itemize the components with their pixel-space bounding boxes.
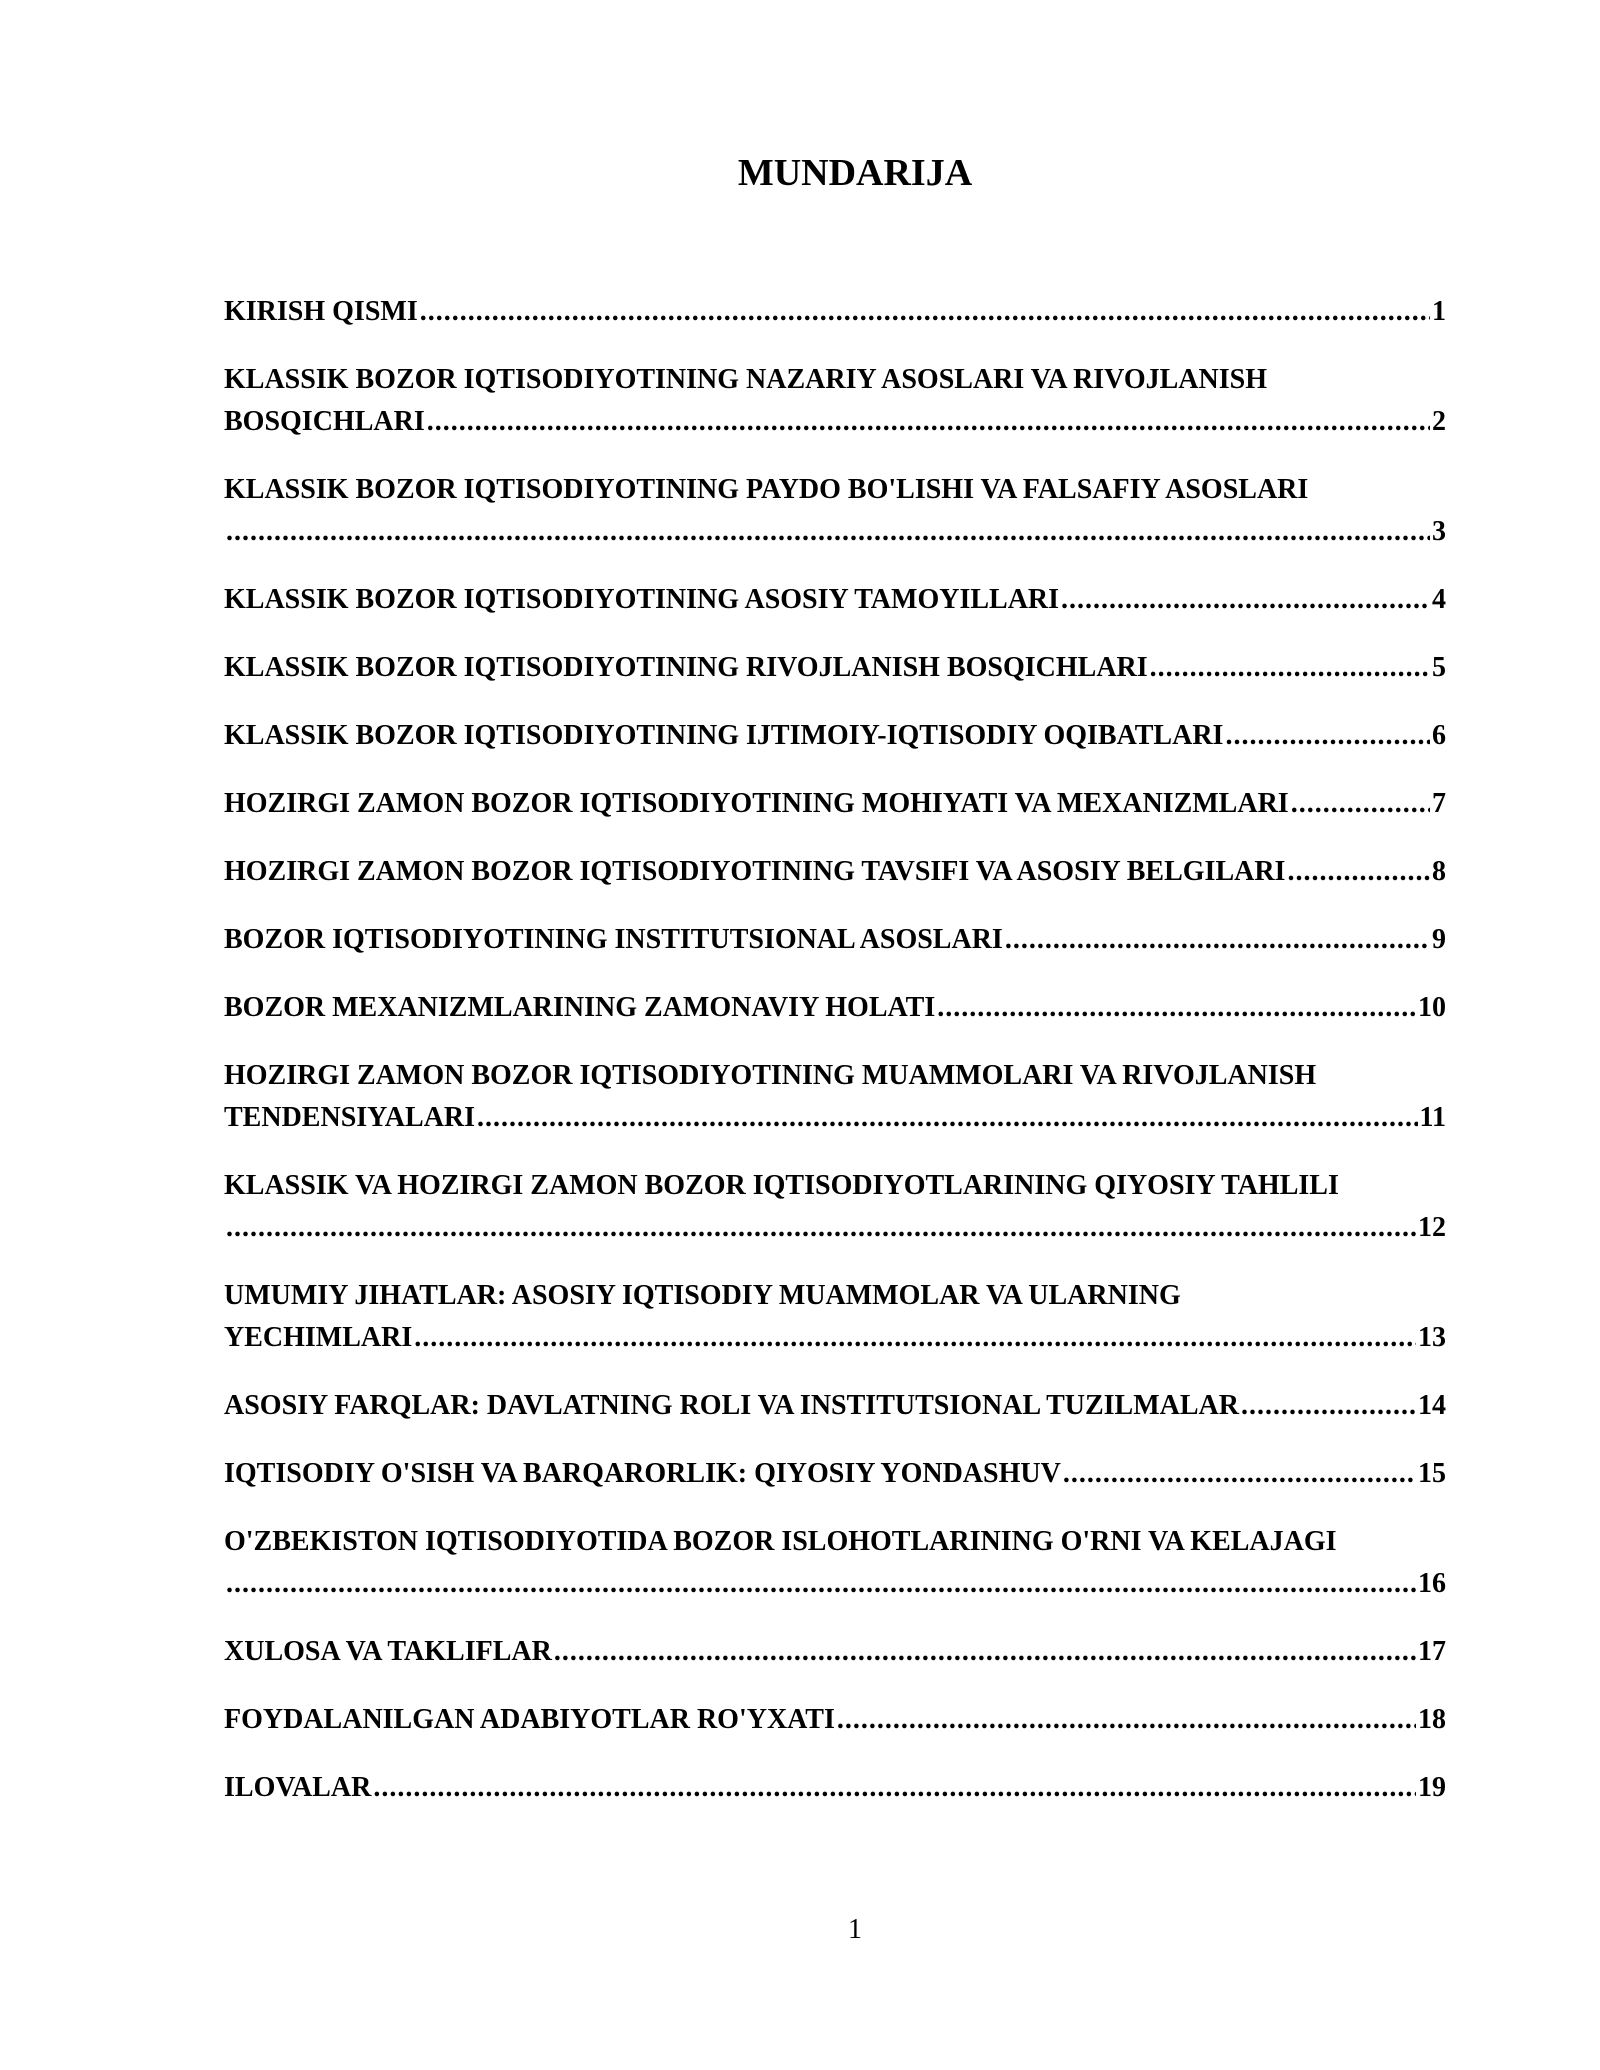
toc-entry-title-first-line: UMUMIY JIHATLAR: ASOSIY IQTISODIY MUAMMOLAR VA ULARNING <box>224 1280 1181 1311</box>
dot-leader <box>1225 715 1430 757</box>
toc-entry-leader-row <box>224 401 1446 443</box>
toc-entry-title: BOSQICHLARI <box>224 401 427 443</box>
toc-entry-leader-row <box>224 1453 1446 1495</box>
toc-entry[interactable] <box>224 647 1446 689</box>
dot-leader <box>1291 783 1430 825</box>
toc-entry-title: BOZOR IQTISODIYOTINING INSTITUTSIONAL ASOSLARI <box>224 919 1005 961</box>
toc-entry-title: KIRISH QISMI <box>224 291 420 333</box>
toc-entry[interactable] <box>224 1631 1446 1673</box>
toc-entry-title: XULOSA VA TAKLIFLAR <box>224 1631 554 1673</box>
dot-leader <box>1005 919 1430 961</box>
toc-entry-page-number: 8 <box>1432 856 1446 887</box>
dot-leader <box>226 1563 1416 1605</box>
toc-entry-leader-row <box>224 1699 1446 1741</box>
dot-leader <box>420 291 1430 333</box>
toc-entry-leader-row <box>224 987 1446 1029</box>
toc-entry[interactable] <box>224 1521 1446 1605</box>
toc-entry-title-first-line: KLASSIK BOZOR IQTISODIYOTINING PAYDO BO'LISHI VA FALSAFIY ASOSLARI <box>224 474 1309 505</box>
toc-entry-leader-row <box>224 647 1446 689</box>
dot-leader <box>373 1767 1416 1809</box>
dot-leader <box>837 1699 1416 1741</box>
toc-entry-leader-row <box>224 1563 1446 1605</box>
toc-entry-title: KLASSIK BOZOR IQTISODIYOTINING ASOSIY TAMOYILLARI <box>224 579 1061 621</box>
toc-entry-leader-row <box>224 291 1446 333</box>
table-of-contents <box>224 291 1446 1835</box>
toc-entry-page-number: 17 <box>1418 1636 1446 1667</box>
toc-entry-leader-row <box>224 1631 1446 1673</box>
toc-entry-leader-row <box>224 511 1446 553</box>
toc-entry-page-number: 3 <box>1432 516 1446 547</box>
dot-leader <box>1150 647 1430 689</box>
toc-entry-title: ASOSIY FARQLAR: DAVLATNING ROLI VA INSTITUTSIONAL TUZILMALAR <box>224 1385 1241 1427</box>
dot-leader <box>226 1207 1416 1249</box>
toc-entry-leader-row <box>224 1767 1446 1809</box>
toc-entry-leader-row <box>224 919 1446 961</box>
dot-leader <box>427 401 1430 443</box>
dot-leader <box>1063 1453 1416 1495</box>
toc-entry-title-first-line: KLASSIK BOZOR IQTISODIYOTINING NAZARIY ASOSLARI VA RIVOJLANISH <box>224 364 1267 395</box>
toc-entry-page-number: 18 <box>1418 1704 1446 1735</box>
toc-entry[interactable] <box>224 291 1446 333</box>
toc-entry-title: FOYDALANILGAN ADABIYOTLAR RO'YXATI <box>224 1699 837 1741</box>
toc-entry-page-number: 16 <box>1418 1568 1446 1599</box>
toc-entry-title: ILOVALAR <box>224 1767 373 1809</box>
page-title: MUNDARIJA <box>737 152 973 194</box>
dot-leader <box>1061 579 1430 621</box>
page-number: 1 <box>848 1914 862 1945</box>
toc-entry-title-first-line: KLASSIK VA HOZIRGI ZAMON BOZOR IQTISODIYOTLARINING QIYOSIY TAHLILI <box>224 1170 1339 1201</box>
toc-entry-leader-row <box>224 851 1446 893</box>
toc-entry-page-number: 2 <box>1432 406 1446 437</box>
dot-leader <box>554 1631 1416 1673</box>
toc-entry[interactable] <box>224 851 1446 893</box>
toc-entry[interactable] <box>224 579 1446 621</box>
toc-entry[interactable] <box>224 1385 1446 1427</box>
toc-entry-page-number: 7 <box>1432 788 1446 819</box>
toc-entry[interactable] <box>224 1055 1446 1139</box>
toc-entry-page-number: 12 <box>1418 1212 1446 1243</box>
toc-entry[interactable] <box>224 1699 1446 1741</box>
toc-entry-leader-row <box>224 1385 1446 1427</box>
toc-entry[interactable] <box>224 469 1446 553</box>
toc-entry-page-number: 1 <box>1432 296 1446 327</box>
toc-entry[interactable] <box>224 1767 1446 1809</box>
toc-entry-page-number: 4 <box>1432 584 1446 615</box>
toc-entry-page-number: 9 <box>1432 924 1446 955</box>
toc-entry-title-first-line: HOZIRGI ZAMON BOZOR IQTISODIYOTINING MUAMMOLARI VA RIVOJLANISH <box>224 1060 1317 1091</box>
toc-entry[interactable] <box>224 919 1446 961</box>
dot-leader <box>226 511 1430 553</box>
toc-entry[interactable] <box>224 783 1446 825</box>
toc-entry[interactable] <box>224 1165 1446 1249</box>
toc-entry-title: KLASSIK BOZOR IQTISODIYOTINING RIVOJLANISH BOSQICHLARI <box>224 647 1150 689</box>
toc-entry-page-number: 15 <box>1418 1458 1446 1489</box>
toc-entry-leader-row <box>224 715 1446 757</box>
toc-entry-title: HOZIRGI ZAMON BOZOR IQTISODIYOTINING TAVSIFI VA ASOSIY BELGILARI <box>224 851 1287 893</box>
toc-entry-page-number: 19 <box>1418 1772 1446 1803</box>
dot-leader <box>477 1097 1417 1139</box>
toc-entry-page-number: 11 <box>1419 1102 1446 1133</box>
dot-leader <box>937 987 1416 1029</box>
toc-entry-leader-row <box>224 1207 1446 1249</box>
toc-entry-page-number: 6 <box>1432 720 1446 751</box>
toc-entry[interactable] <box>224 715 1446 757</box>
dot-leader <box>1241 1385 1416 1427</box>
toc-entry-leader-row <box>224 1317 1446 1359</box>
toc-entry-title: HOZIRGI ZAMON BOZOR IQTISODIYOTINING MOHIYATI VA MEXANIZMLARI <box>224 783 1291 825</box>
toc-entry-leader-row <box>224 1097 1446 1139</box>
toc-entry-page-number: 13 <box>1418 1322 1446 1353</box>
toc-entry[interactable] <box>224 1275 1446 1359</box>
toc-entry-title-first-line: O'ZBEKISTON IQTISODIYOTIDA BOZOR ISLOHOTLARINING O'RNI VA KELAJAGI <box>224 1526 1337 1557</box>
dot-leader <box>1287 851 1430 893</box>
toc-entry-page-number: 10 <box>1418 992 1446 1023</box>
toc-entry-leader-row <box>224 783 1446 825</box>
toc-entry-title: IQTISODIY O'SISH VA BARQARORLIK: QIYOSIY YONDASHUV <box>224 1453 1063 1495</box>
toc-entry-title: BOZOR MEXANIZMLARINING ZAMONAVIY HOLATI <box>224 987 937 1029</box>
toc-entry[interactable] <box>224 1453 1446 1495</box>
toc-entry-page-number: 5 <box>1432 652 1446 683</box>
dot-leader <box>414 1317 1416 1359</box>
toc-entry[interactable] <box>224 987 1446 1029</box>
toc-entry-leader-row <box>224 579 1446 621</box>
toc-entry-title: KLASSIK BOZOR IQTISODIYOTINING IJTIMOIY-IQTISODIY OQIBATLARI <box>224 715 1225 757</box>
toc-entry-title: TENDENSIYALARI <box>224 1097 477 1139</box>
toc-entry-title: YECHIMLARI <box>224 1317 414 1359</box>
toc-entry-page-number: 14 <box>1418 1390 1446 1421</box>
toc-entry[interactable] <box>224 359 1446 443</box>
